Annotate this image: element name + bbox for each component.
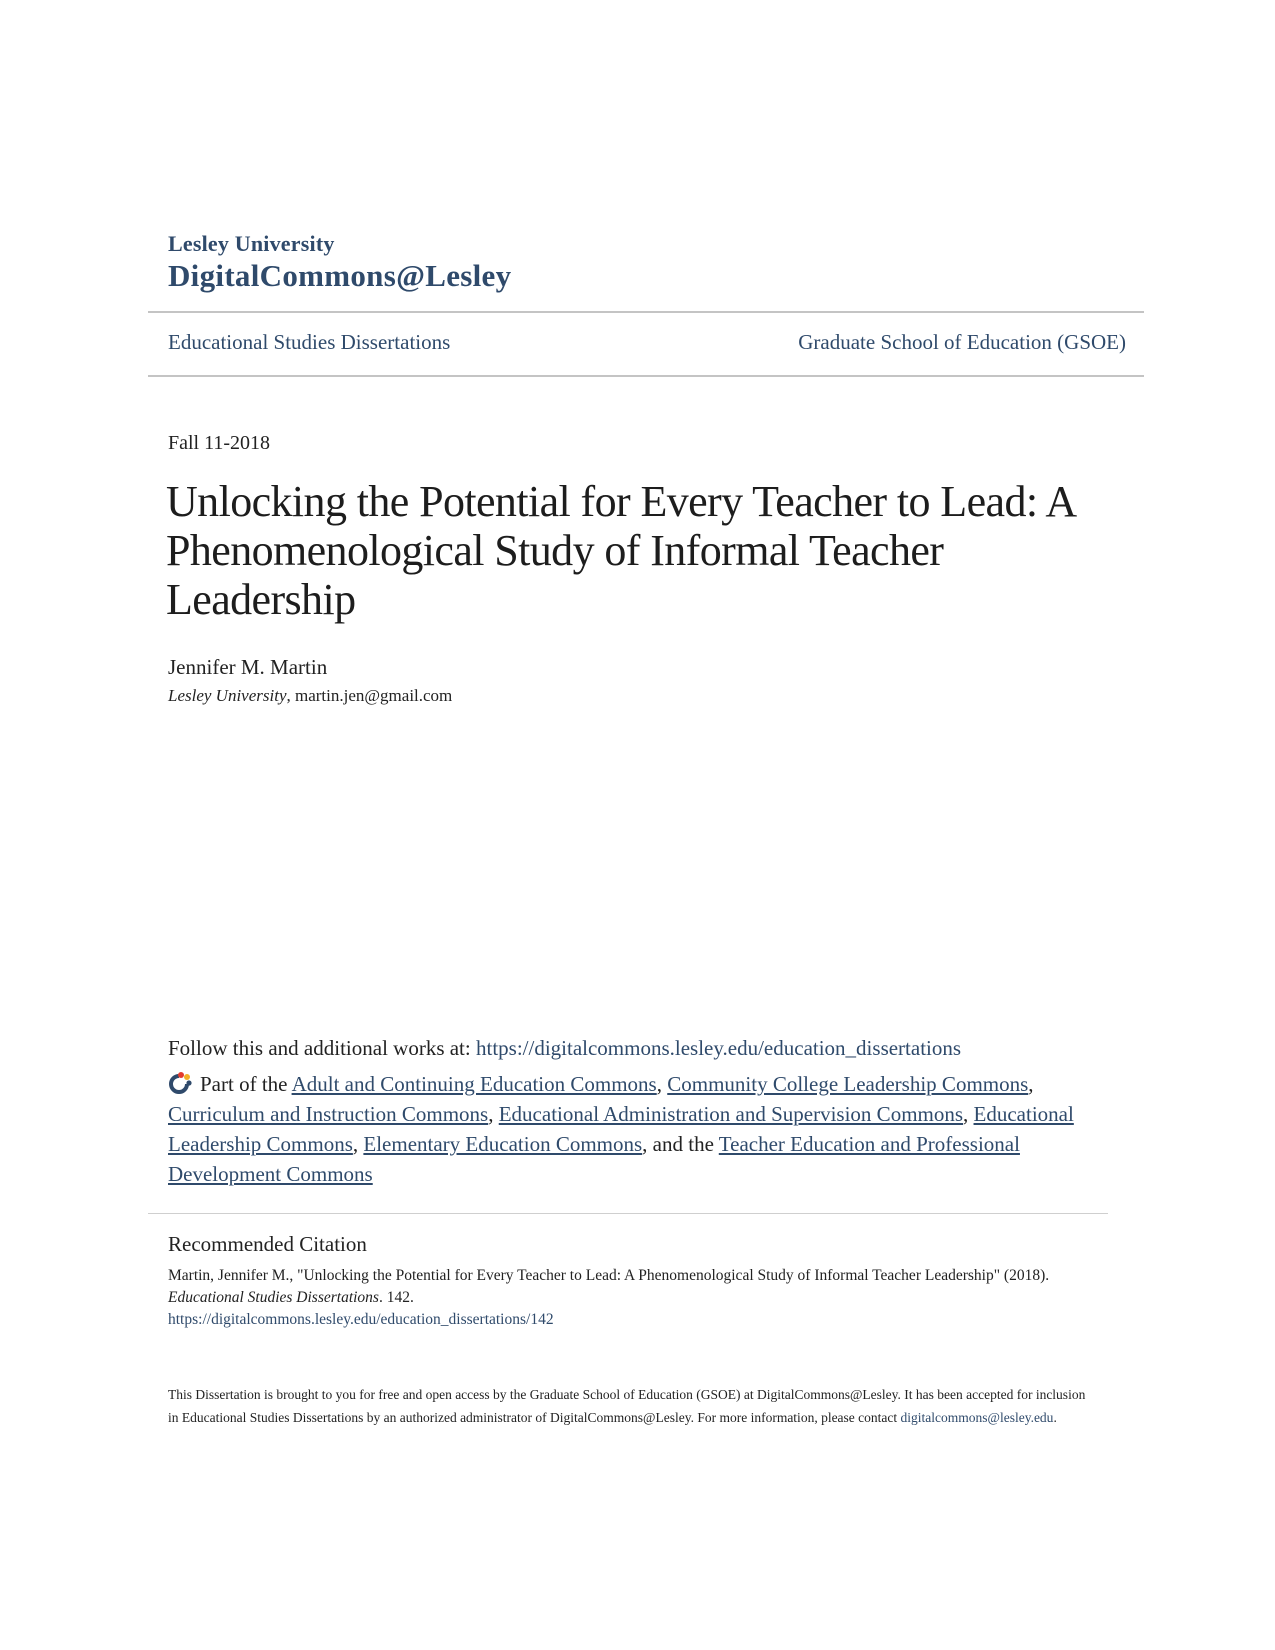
citation-text: Martin, Jennifer M., "Unlocking the Potential for Every Teacher to Lead: A Phenomenological Study of Informal Teacher Leadership" (2018). — [168, 1267, 1050, 1284]
document-title: Unlocking the Potential for Every Teacher to Lead: A Phenomenological Study of Informal Teacher Leadership — [166, 477, 1075, 624]
commons-link-elementary-education[interactable]: Elementary Education Commons — [363, 1132, 643, 1156]
commons-separator: , — [352, 1132, 364, 1156]
citation-divider — [148, 1213, 1108, 1214]
author-email: martin.jen@gmail.com — [295, 686, 453, 705]
follow-label: Follow this and additional works at: — [168, 1036, 476, 1060]
school-link[interactable]: Graduate School of Education (GSOE) — [798, 330, 1126, 354]
bepress-commons-logo-icon — [168, 1071, 194, 1095]
commons-link-adult-continuing-education[interactable]: Adult and Continuing Education Commons — [291, 1072, 657, 1096]
access-notice-end: . — [1053, 1410, 1057, 1425]
citation-number: . 142. — [378, 1289, 414, 1306]
publication-date: Fall 11-2018 — [168, 432, 271, 454]
part-of-commons — [168, 1069, 1088, 1189]
author-affiliation — [168, 686, 452, 706]
university-name: Lesley University — [168, 231, 335, 256]
commons-separator: , — [1028, 1072, 1034, 1096]
series-link[interactable]: Educational Studies Dissertations — [168, 330, 451, 354]
collection-url-link[interactable]: https://digitalcommons.lesley.edu/education_dissertations — [475, 1036, 962, 1060]
citation-heading: Recommended Citation — [168, 1232, 367, 1256]
author-name: Jennifer M. Martin — [168, 655, 328, 679]
commons-link-educational-administration-supervision[interactable]: Educational Administration and Supervision Commons — [498, 1102, 964, 1126]
header-divider-top — [148, 311, 1144, 313]
access-notice — [168, 1383, 1088, 1429]
commons-separator: , — [963, 1102, 974, 1126]
affiliation-separator: , — [286, 686, 295, 705]
citation-journal: Educational Studies Dissertations — [168, 1289, 379, 1306]
contact-email-link[interactable]: digitalcommons@lesley.edu — [900, 1410, 1054, 1425]
commons-link-curriculum-instruction[interactable]: Curriculum and Instruction Commons — [168, 1102, 489, 1126]
follow-line — [168, 1036, 961, 1061]
commons-separator: , — [488, 1102, 499, 1126]
commons-link-educational-leadership[interactable]: Educational Leadership Commons — [168, 1102, 1074, 1156]
part-of-prefix: Part of the — [200, 1072, 292, 1096]
citation-url-link[interactable]: https://digitalcommons.lesley.edu/education_dissertations/142 — [168, 1311, 554, 1328]
access-notice-text: This Dissertation is brought to you for free and open access by the Graduate School of Education (GSOE) at DigitalCommons@Lesley. It has been accepted for inclusion in Educational Studies Dissertations by an authorized administrator of DigitalCommons@Lesley. For more information, please contact — [168, 1387, 1086, 1425]
citation-body — [168, 1265, 1098, 1331]
commons-and-the: , and the — [642, 1132, 719, 1156]
commons-separator: , — [656, 1072, 668, 1096]
commons-link-community-college-leadership[interactable]: Community College Leadership Commons — [667, 1072, 1029, 1096]
repository-link[interactable]: DigitalCommons@Lesley — [168, 258, 512, 293]
header-divider-bottom — [148, 375, 1144, 377]
author-institution: Lesley University — [168, 686, 287, 705]
commons-link-teacher-education-professional-development[interactable]: Teacher Education and Professional Development Commons — [168, 1132, 1020, 1186]
